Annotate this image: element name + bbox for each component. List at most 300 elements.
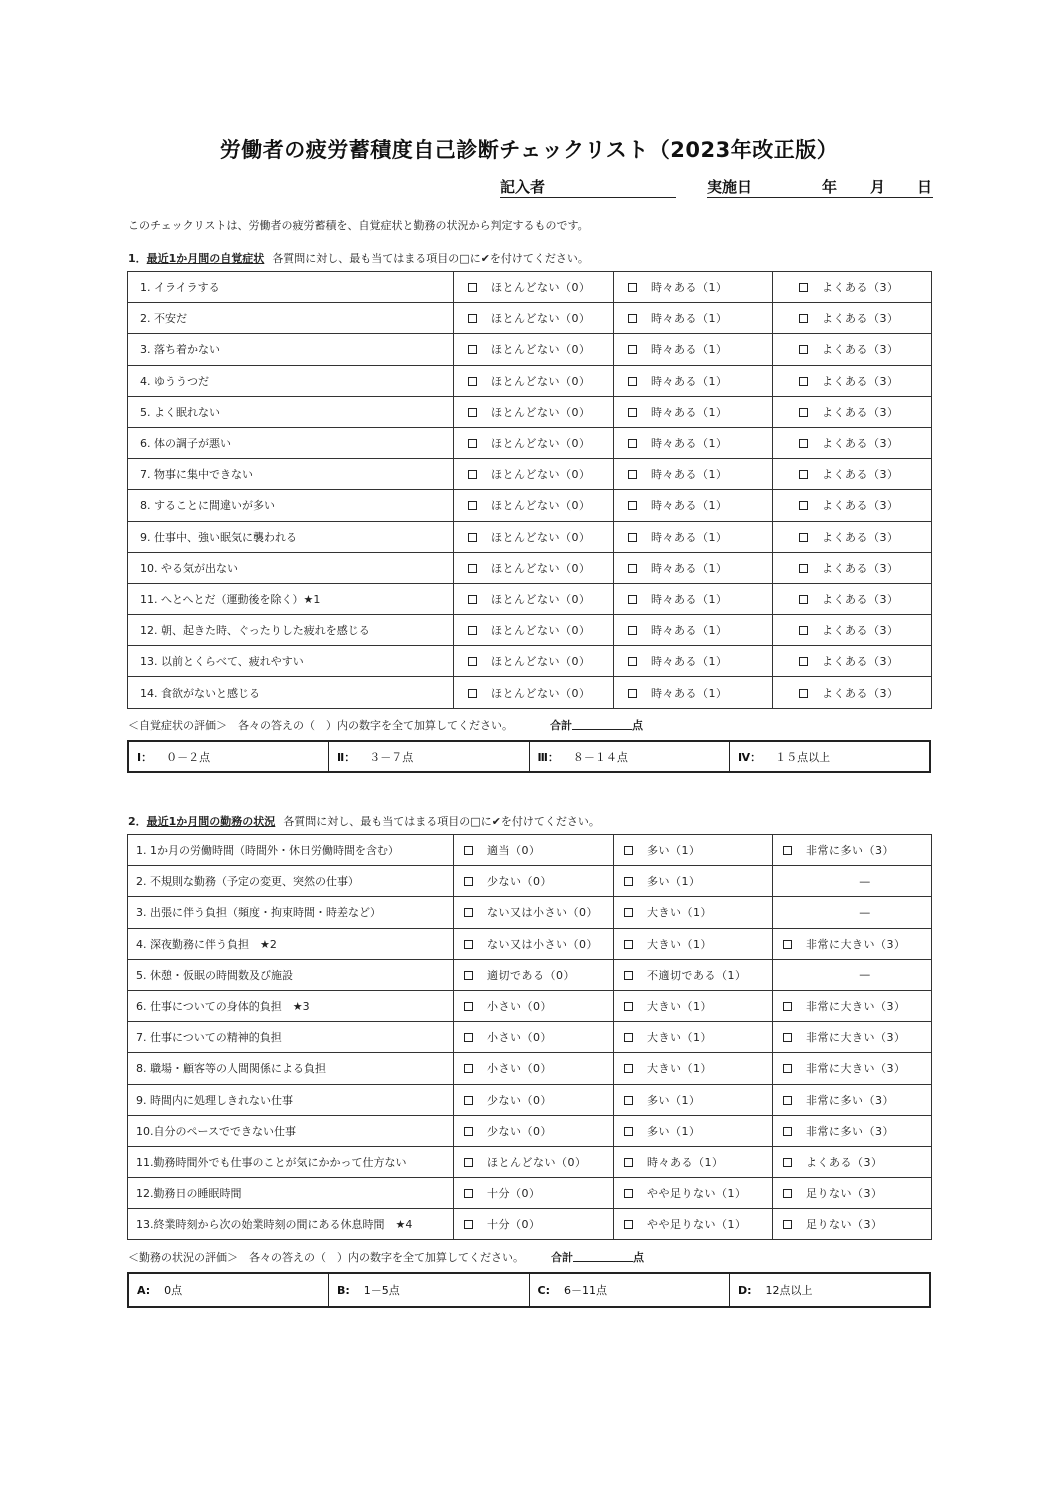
option-cell[interactable] (454, 928, 614, 959)
option-label: 時々ある（1） (651, 343, 728, 357)
option-cell[interactable] (773, 521, 932, 552)
checkbox-icon[interactable] (628, 501, 637, 510)
checkbox-icon[interactable] (799, 533, 808, 542)
question-text: 14. 食欲がないと感じる (128, 677, 454, 708)
option-label: 大きい（1） (647, 937, 712, 951)
level-range: ８－１４点 (572, 750, 628, 764)
question-text: 6. 仕事についての身体的負担 ★3 (128, 990, 454, 1021)
option-label: 非常に多い（3） (806, 844, 894, 858)
option-label: ほとんどない（0） (491, 530, 591, 544)
checkbox-icon[interactable] (468, 283, 477, 292)
option-cell[interactable] (773, 1022, 932, 1053)
checkbox-icon[interactable] (464, 877, 473, 886)
checkbox-icon[interactable] (624, 1064, 633, 1073)
option-cell[interactable] (773, 459, 932, 490)
question-row (128, 959, 932, 990)
question-row (128, 521, 932, 552)
section1-eval (128, 717, 643, 733)
option-cell[interactable] (454, 990, 614, 1021)
option-cell[interactable] (454, 677, 614, 708)
option-cell[interactable] (773, 303, 932, 334)
section2-instruction: 各質問に対し、最も当てはまる項目の□に✔を付けてください。 (283, 815, 600, 828)
checkbox-icon[interactable] (468, 533, 477, 542)
option-cell[interactable] (614, 396, 773, 427)
option-cell[interactable] (614, 1053, 773, 1084)
option-cell[interactable] (454, 1146, 614, 1177)
option-cell[interactable] (614, 334, 773, 365)
checkbox-icon[interactable] (464, 1096, 473, 1105)
checkbox-icon[interactable] (468, 377, 477, 386)
checkbox-icon[interactable] (799, 657, 808, 666)
option-cell[interactable] (454, 1084, 614, 1115)
option-cell[interactable] (773, 272, 932, 303)
level-cell (329, 741, 530, 772)
option-label: 小さい（0） (487, 1031, 552, 1045)
option-cell[interactable] (614, 990, 773, 1021)
checkbox-icon[interactable] (468, 626, 477, 635)
checkbox-icon[interactable] (783, 1064, 792, 1073)
checkbox-icon[interactable] (464, 1158, 473, 1167)
section2-eval (128, 1249, 644, 1265)
checkbox-icon[interactable] (624, 1096, 633, 1105)
level-range: １５点以上 (775, 750, 831, 764)
date-field[interactable] (707, 176, 933, 198)
option-label: 少ない（0） (487, 1093, 552, 1107)
option-cell[interactable] (614, 1209, 773, 1240)
option-label: やや足りない（1） (647, 1187, 747, 1201)
option-cell[interactable] (614, 1146, 773, 1177)
section1-number: 1． (128, 252, 147, 265)
checkbox-icon[interactable] (464, 1064, 473, 1073)
option-cell[interactable] (454, 583, 614, 614)
page-title: 労働者の疲労蓄積度自己診断チェックリスト（2023年改正版） (219, 138, 839, 162)
question-row (128, 583, 932, 614)
checkbox-icon[interactable] (799, 689, 808, 698)
question-row (128, 1053, 932, 1084)
option-label: よくある（3） (822, 312, 899, 326)
option-cell[interactable] (454, 521, 614, 552)
question-row (128, 615, 932, 646)
checkbox-icon[interactable] (783, 1220, 792, 1229)
question-row (128, 1115, 932, 1146)
checkbox-icon[interactable] (464, 1220, 473, 1229)
option-label: 時々ある（1） (651, 499, 728, 513)
option-cell[interactable] (773, 583, 932, 614)
level-range: 0点 (164, 1284, 183, 1297)
option-cell[interactable] (614, 677, 773, 708)
option-label: 時々ある（1） (647, 1155, 724, 1169)
checkbox-icon[interactable] (624, 846, 633, 855)
checkbox-icon[interactable] (468, 314, 477, 323)
option-label: よくある（3） (822, 343, 899, 357)
checkbox-icon[interactable] (624, 971, 633, 980)
option-cell[interactable] (454, 866, 614, 897)
empty-option-cell (773, 866, 932, 897)
checkbox-icon[interactable] (464, 940, 473, 949)
question-text: 11.勤務時間外でも仕事のことが気にかかって仕方ない (128, 1146, 454, 1177)
question-text: 9. 時間内に処理しきれない仕事 (128, 1084, 454, 1115)
option-label: 多い（1） (647, 1124, 701, 1138)
option-cell[interactable] (614, 583, 773, 614)
question-row (128, 459, 932, 490)
checkbox-icon[interactable] (783, 1033, 792, 1042)
question-text: 9. 仕事中、強い眠気に襲われる (128, 521, 454, 552)
year-label: 年 (822, 178, 838, 196)
level-cell (730, 1273, 931, 1307)
checkbox-icon[interactable] (628, 626, 637, 635)
question-row (128, 677, 932, 708)
checkbox-icon[interactable] (464, 1033, 473, 1042)
option-cell[interactable] (773, 365, 932, 396)
option-cell[interactable] (614, 1022, 773, 1053)
checkbox-icon[interactable] (628, 314, 637, 323)
checkbox-icon[interactable] (464, 971, 473, 980)
checkbox-icon[interactable] (628, 595, 637, 604)
checkbox-icon[interactable] (628, 470, 637, 479)
option-cell[interactable] (614, 521, 773, 552)
option-label: 非常に大きい（3） (806, 1031, 906, 1045)
option-label: やや足りない（1） (647, 1218, 747, 1232)
option-cell[interactable] (773, 1209, 932, 1240)
option-cell[interactable] (614, 615, 773, 646)
option-cell[interactable] (454, 427, 614, 458)
option-label: 非常に多い（3） (806, 1093, 894, 1107)
level-key: Ⅲ： (537, 750, 559, 764)
level-key: Ⅰ： (137, 750, 153, 764)
checkbox-icon[interactable] (799, 408, 808, 417)
section2-total-input[interactable] (573, 1251, 633, 1262)
checkbox-icon[interactable] (468, 470, 477, 479)
question-text: 4. 深夜勤務に伴う負担 ★2 (128, 928, 454, 959)
option-label: 時々ある（1） (651, 437, 728, 451)
option-cell[interactable] (454, 490, 614, 521)
checkbox-icon[interactable] (628, 657, 637, 666)
option-label: よくある（3） (822, 655, 899, 669)
option-cell[interactable] (773, 615, 932, 646)
option-cell[interactable] (454, 459, 614, 490)
question-text: 3. 落ち着かない (128, 334, 454, 365)
option-cell[interactable] (614, 1115, 773, 1146)
option-label: 時々ある（1） (651, 468, 728, 482)
section1-total-input[interactable] (572, 719, 632, 730)
option-label: よくある（3） (822, 592, 899, 606)
question-text: 10. やる気が出ない (128, 552, 454, 583)
section2-eval-text: ＜勤務の状況の評価＞ 各々の答えの（ ）内の数字を全て加算してください。 (128, 1251, 524, 1264)
option-cell[interactable] (773, 427, 932, 458)
question-text: 8. することに間違いが多い (128, 490, 454, 521)
checkbox-icon[interactable] (628, 377, 637, 386)
option-cell[interactable] (454, 1209, 614, 1240)
level-key: D: (738, 1284, 752, 1297)
checkbox-icon[interactable] (799, 501, 808, 510)
question-text: 2. 不規則な勤務（予定の変更、突然の仕事） (128, 866, 454, 897)
option-cell[interactable] (614, 272, 773, 303)
question-row (128, 835, 932, 866)
checkbox-icon[interactable] (799, 314, 808, 323)
option-label: 時々ある（1） (651, 624, 728, 638)
checkbox-icon[interactable] (783, 940, 792, 949)
option-cell[interactable] (773, 928, 932, 959)
option-cell[interactable] (614, 552, 773, 583)
option-cell[interactable] (773, 334, 932, 365)
checkbox-icon[interactable] (783, 846, 792, 855)
checkbox-icon[interactable] (468, 439, 477, 448)
checkbox-icon[interactable] (783, 1002, 792, 1011)
section1-points-label: 点 (632, 719, 643, 732)
question-text: 8. 職場・顧客等の人間関係による負担 (128, 1053, 454, 1084)
section1-instruction: 各質問に対し、最も当てはまる項目の□に✔を付けてください。 (272, 252, 589, 265)
question-text: 1. イライラする (128, 272, 454, 303)
checkbox-icon[interactable] (464, 1189, 473, 1198)
option-cell[interactable] (773, 646, 932, 677)
option-cell[interactable] (454, 615, 614, 646)
option-cell[interactable] (614, 490, 773, 521)
option-label: 非常に多い（3） (806, 1124, 894, 1138)
checkbox-icon[interactable] (464, 908, 473, 917)
option-cell[interactable] (614, 1178, 773, 1209)
checkbox-icon[interactable] (464, 846, 473, 855)
checkbox-icon[interactable] (624, 1189, 633, 1198)
option-label: よくある（3） (806, 1155, 883, 1169)
option-label: よくある（3） (822, 468, 899, 482)
level-key: A: (137, 1284, 151, 1297)
level-cell (128, 1273, 329, 1307)
checkbox-icon[interactable] (628, 689, 637, 698)
option-cell[interactable] (454, 365, 614, 396)
symptom-table (127, 271, 932, 709)
checkbox-icon[interactable] (468, 595, 477, 604)
question-row (128, 1146, 932, 1177)
level-cell (128, 741, 329, 772)
checkbox-icon[interactable] (624, 1220, 633, 1229)
option-label: 少ない（0） (487, 1124, 552, 1138)
question-text: 10.自分のペースでできない仕事 (128, 1115, 454, 1146)
option-cell[interactable] (454, 835, 614, 866)
checkbox-icon[interactable] (799, 439, 808, 448)
level-key: Ⅱ： (337, 750, 356, 764)
entrant-field[interactable] (500, 176, 676, 198)
checkbox-icon[interactable] (799, 564, 808, 573)
section1-name: 最近1か月間の自覚症状 (146, 252, 265, 265)
question-text: 6. 体の調子が悪い (128, 427, 454, 458)
option-cell[interactable] (614, 427, 773, 458)
checkbox-icon[interactable] (624, 940, 633, 949)
checkbox-icon[interactable] (624, 1033, 633, 1042)
option-label: ほとんどない（0） (491, 312, 591, 326)
checkbox-icon[interactable] (468, 501, 477, 510)
level-cell (730, 741, 931, 772)
option-cell[interactable] (773, 1115, 932, 1146)
option-cell[interactable] (773, 1178, 932, 1209)
option-label: 適切である（0） (487, 968, 575, 982)
checkbox-icon[interactable] (799, 470, 808, 479)
option-label: 時々ある（1） (651, 592, 728, 606)
question-text: 12.勤務日の睡眠時間 (128, 1178, 454, 1209)
option-label: よくある（3） (822, 405, 899, 419)
question-text: 5. 休憩・仮眠の時間数及び施設 (128, 959, 454, 990)
checkbox-icon[interactable] (783, 1189, 792, 1198)
section1-heading (128, 250, 589, 266)
checkbox-icon[interactable] (468, 689, 477, 698)
option-cell[interactable] (454, 959, 614, 990)
option-cell[interactable] (454, 334, 614, 365)
option-cell[interactable] (454, 1115, 614, 1146)
option-cell[interactable] (454, 897, 614, 928)
checkbox-icon[interactable] (783, 1127, 792, 1136)
option-cell[interactable] (773, 1084, 932, 1115)
option-cell[interactable] (614, 459, 773, 490)
question-text: 13.終業時刻から次の始業時刻の間にある休息時間 ★4 (128, 1209, 454, 1240)
option-label: — (859, 874, 871, 888)
option-cell[interactable] (454, 272, 614, 303)
option-cell[interactable] (614, 866, 773, 897)
option-label: ほとんどない（0） (491, 281, 591, 295)
option-cell[interactable] (454, 1178, 614, 1209)
checkbox-icon[interactable] (799, 283, 808, 292)
checkbox-icon[interactable] (464, 1002, 473, 1011)
question-text: 12. 朝、起きた時、ぐったりした疲れを感じる (128, 615, 454, 646)
checkbox-icon[interactable] (628, 439, 637, 448)
option-label: ほとんどない（0） (491, 499, 591, 513)
checkbox-icon[interactable] (624, 908, 633, 917)
checkbox-icon[interactable] (624, 1158, 633, 1167)
checkbox-icon[interactable] (468, 657, 477, 666)
section2-total-label: 合計 (551, 1251, 573, 1264)
option-label: よくある（3） (822, 561, 899, 575)
option-cell[interactable] (454, 1022, 614, 1053)
checkbox-icon[interactable] (799, 626, 808, 635)
question-row (128, 866, 932, 897)
option-label: ない又は小さい（0） (487, 906, 598, 920)
option-cell[interactable] (614, 897, 773, 928)
option-cell[interactable] (773, 990, 932, 1021)
work-table (127, 834, 932, 1240)
question-text: 7. 物事に集中できない (128, 459, 454, 490)
checkbox-icon[interactable] (628, 345, 637, 354)
option-cell[interactable] (773, 396, 932, 427)
empty-option-cell (773, 897, 932, 928)
level-range: 12点以上 (765, 1284, 813, 1297)
checkbox-icon[interactable] (799, 595, 808, 604)
question-text: 4. ゆううつだ (128, 365, 454, 396)
question-text: 7. 仕事についての精神的負担 (128, 1022, 454, 1053)
date-label: 実施日 (707, 178, 753, 196)
checkbox-icon[interactable] (628, 533, 637, 542)
question-row (128, 1209, 932, 1240)
option-cell[interactable] (773, 1146, 932, 1177)
checkbox-icon[interactable] (468, 564, 477, 573)
level-cell (329, 1273, 530, 1307)
option-label: 非常に大きい（3） (806, 1000, 906, 1014)
level-key: B: (337, 1284, 350, 1297)
question-text: 5. よく眠れない (128, 396, 454, 427)
checkbox-icon[interactable] (783, 1096, 792, 1105)
question-row (128, 990, 932, 1021)
option-label: 非常に大きい（3） (806, 937, 906, 951)
option-cell[interactable] (773, 677, 932, 708)
checkbox-icon[interactable] (628, 408, 637, 417)
checkbox-icon[interactable] (628, 564, 637, 573)
section1-levels (127, 740, 931, 773)
option-label: よくある（3） (822, 437, 899, 451)
option-cell[interactable] (454, 1053, 614, 1084)
option-label: ほとんどない（0） (491, 624, 591, 638)
checkbox-icon[interactable] (624, 1002, 633, 1011)
option-cell[interactable] (614, 835, 773, 866)
option-label: ほとんどない（0） (491, 374, 591, 388)
section1-eval-text: ＜自覚症状の評価＞ 各々の答えの（ ）内の数字を全て加算してください。 (128, 719, 513, 732)
section2-levels (127, 1272, 931, 1308)
question-text: 3. 出張に伴う負担（頻度・拘束時間・時差など） (128, 897, 454, 928)
option-cell[interactable] (454, 303, 614, 334)
option-label: 十分（0） (487, 1187, 541, 1201)
checkbox-icon[interactable] (468, 345, 477, 354)
question-row (128, 490, 932, 521)
option-cell[interactable] (454, 646, 614, 677)
question-text: 1. 1か月の労働時間（時間外・休日労働時間を含む） (128, 835, 454, 866)
option-cell[interactable] (614, 928, 773, 959)
option-label: よくある（3） (822, 686, 899, 700)
checkbox-icon[interactable] (799, 345, 808, 354)
option-cell[interactable] (773, 835, 932, 866)
option-cell[interactable] (773, 552, 932, 583)
option-label: 大きい（1） (647, 1062, 712, 1076)
option-cell[interactable] (614, 959, 773, 990)
level-cell (529, 741, 730, 772)
option-label: ほとんどない（0） (487, 1155, 587, 1169)
question-row (128, 1178, 932, 1209)
checkbox-icon[interactable] (468, 408, 477, 417)
option-label: — (859, 968, 871, 982)
option-label: 多い（1） (647, 875, 701, 889)
option-label: 足りない（3） (806, 1218, 883, 1232)
option-label: ほとんどない（0） (491, 343, 591, 357)
section2-number: 2． (128, 815, 147, 828)
option-label: 十分（0） (487, 1218, 541, 1232)
option-cell[interactable] (614, 303, 773, 334)
question-row (128, 897, 932, 928)
option-label: よくある（3） (822, 374, 899, 388)
option-cell[interactable] (773, 1053, 932, 1084)
level-range: 6－11点 (563, 1284, 607, 1297)
option-cell[interactable] (614, 646, 773, 677)
checkbox-icon[interactable] (464, 1127, 473, 1136)
option-cell[interactable] (773, 490, 932, 521)
option-label: 不適切である（1） (647, 968, 747, 982)
question-row (128, 1022, 932, 1053)
option-label: よくある（3） (822, 499, 899, 513)
option-cell[interactable] (454, 552, 614, 583)
month-label: 月 (870, 178, 886, 196)
checkbox-icon[interactable] (624, 1127, 633, 1136)
option-cell[interactable] (614, 365, 773, 396)
option-cell[interactable] (614, 1084, 773, 1115)
checkbox-icon[interactable] (624, 877, 633, 886)
checkbox-icon[interactable] (628, 283, 637, 292)
checkbox-icon[interactable] (799, 377, 808, 386)
checkbox-icon[interactable] (783, 1158, 792, 1167)
section2-heading (128, 813, 600, 829)
question-row (128, 1084, 932, 1115)
option-label: 時々ある（1） (651, 374, 728, 388)
level-range: ３－７点 (369, 750, 414, 764)
option-label: — (859, 905, 871, 919)
option-label: 多い（1） (647, 1093, 701, 1107)
question-row (128, 365, 932, 396)
option-cell[interactable] (454, 396, 614, 427)
option-label: よくある（3） (822, 624, 899, 638)
level-range: 1－5点 (363, 1284, 400, 1297)
